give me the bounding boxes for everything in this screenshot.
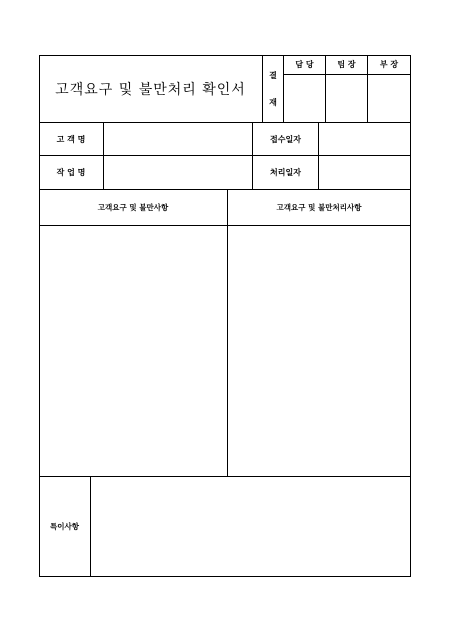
approval-role-manager: 부 장 (379, 60, 399, 69)
resolution-header: 고객요구 및 불만처리사항 (276, 203, 362, 212)
received-date-field[interactable] (319, 123, 410, 155)
approval-sign-manager[interactable] (368, 75, 410, 122)
work-name-label: 작 업 명 (56, 168, 86, 177)
approval-sign-team-lead[interactable] (326, 75, 367, 122)
remarks-content-area[interactable] (91, 477, 410, 576)
approval-role-staff: 담 당 (295, 60, 314, 69)
complaints-header: 고객요구 및 불만사항 (97, 203, 169, 212)
approval-role-team-lead: 팀 장 (337, 60, 356, 69)
rule-bottom (39, 576, 411, 577)
complaints-content-area[interactable] (40, 226, 227, 476)
received-date-label: 접수일자 (270, 134, 301, 144)
confirmation-form (39, 55, 411, 577)
approval-label-bottom: 재 (269, 97, 277, 107)
customer-name-field[interactable] (104, 123, 252, 155)
remarks-label: 특이사항 (50, 522, 79, 531)
approval-sign-staff[interactable] (284, 75, 325, 122)
processed-date-field[interactable] (319, 156, 410, 189)
processed-date-label: 처리일자 (270, 168, 301, 177)
work-name-field[interactable] (104, 156, 252, 189)
approval-label-top: 결 (269, 70, 277, 80)
form-title: 고객요구 및 불만처리 확인서 (55, 81, 246, 98)
customer-name-label: 고 객 명 (56, 134, 86, 144)
rule-right (410, 55, 411, 577)
resolution-content-area[interactable] (228, 226, 410, 476)
